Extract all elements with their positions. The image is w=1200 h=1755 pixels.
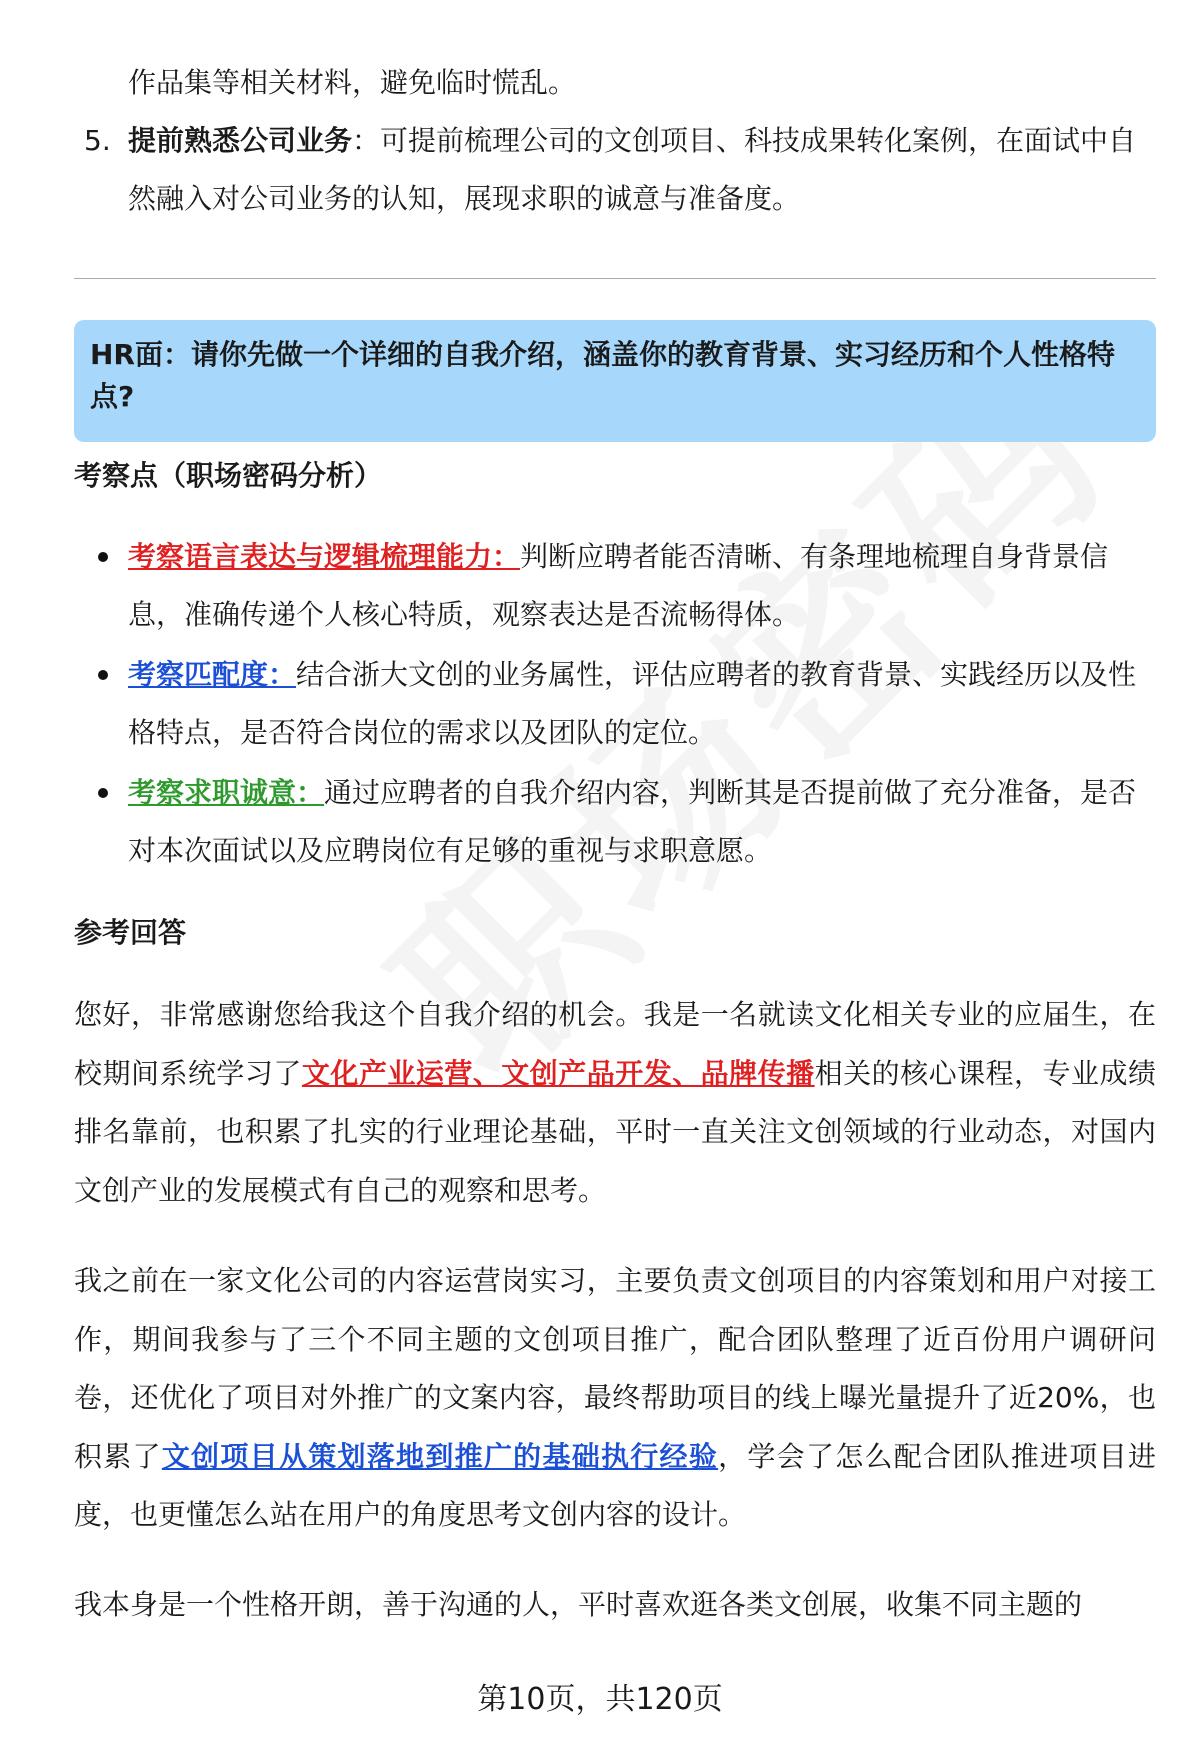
list-item-body: ：可提前梳理公司的文创项目、科技成果转化案例，在面试中自然融入对公司业务的认知，展现求职的诚意与准备度。 [128,124,1137,215]
answer-paragraph-1 [74,986,1156,1220]
analysis-point [74,646,1156,764]
highlight-text: 文化产业运营、文创产品开发、品牌传播 [301,1056,815,1090]
text: 相关的核心课程，专业成绩排名靠前，也积累了扎实的行业理论基础，平时一直关注文创领域的行业动态，对国内文创产业的发展模式有自己的观察和思考。 [74,1056,1156,1207]
list-text [128,112,1148,228]
analysis-list [74,528,1156,882]
answer-paragraph-3: 我本身是一个性格开朗，善于沟通的人，平时喜欢逛各类文创展，收集不同主题的 [74,1588,1083,1621]
analysis-text: 结合浙大文创的业务属性，评估应聘者的教育背景、实践经历以及性格特点，是否符合岗位的需求以及团队的定位。 [128,658,1137,749]
text: 我之前在一家文化公司的内容运营岗实习，主要负责文创项目的内容策划和用户对接工作，期间我参与了三个不同主题的文创项目推广，配合团队整理了近百份用户调研问卷，还优化了项目对外推广的文案内容，最终帮助项目的线上曝光量提升了近20%，也积累了 [74,1264,1156,1473]
analysis-point [74,764,1156,882]
analysis-keyword: 考察语言表达与逻辑梳理能力： [128,540,521,573]
page-footer: 第10页，共120页 [477,1682,723,1717]
question-box [74,320,1156,442]
analysis-text: 判断应聘者能否清晰、有条理地梳理自身背景信息，准确传递个人核心特质，观察表达是否流畅得体。 [128,540,1109,631]
text: 您好，非常感谢您给我这个自我介绍的机会。我是一名就读文化相关专业的应届生，在校期间系统学习了 [74,998,1156,1090]
bullet-dot [98,788,108,798]
question-text: HR面：请你先做一个详细的自我介绍，涵盖你的教育背景、实习经历和个人性格特点? [90,338,1115,413]
answer-title: 参考回答 [74,916,187,949]
answer-paragraph-2 [74,1252,1156,1545]
bullet-dot [98,552,108,562]
divider [74,278,1156,279]
list-continuation: 作品集等相关材料，避免临时慌乱。 [128,66,577,99]
analysis-keyword: 考察匹配度： [128,658,297,691]
analysis-title: 考察点（职场密码分析） [74,459,383,492]
list-number: 5. [84,124,111,157]
list-item-title: 提前熟悉公司业务 [128,124,353,157]
analysis-text: 通过应聘者的自我介绍内容，判断其是否提前做了充分准备，是否对本次面试以及应聘岗位有足够的重视与求职意愿。 [128,776,1137,867]
bullet-dot [98,670,108,680]
analysis-point [74,528,1156,646]
highlight-text: 文创项目从策划落地到推广的基础执行经验 [161,1439,719,1473]
text: ，学会了怎么配合团队推进项目进度，也更懂怎么站在用户的角度思考文创内容的设计。 [74,1439,1156,1531]
analysis-keyword: 考察求职诚意： [128,776,325,809]
